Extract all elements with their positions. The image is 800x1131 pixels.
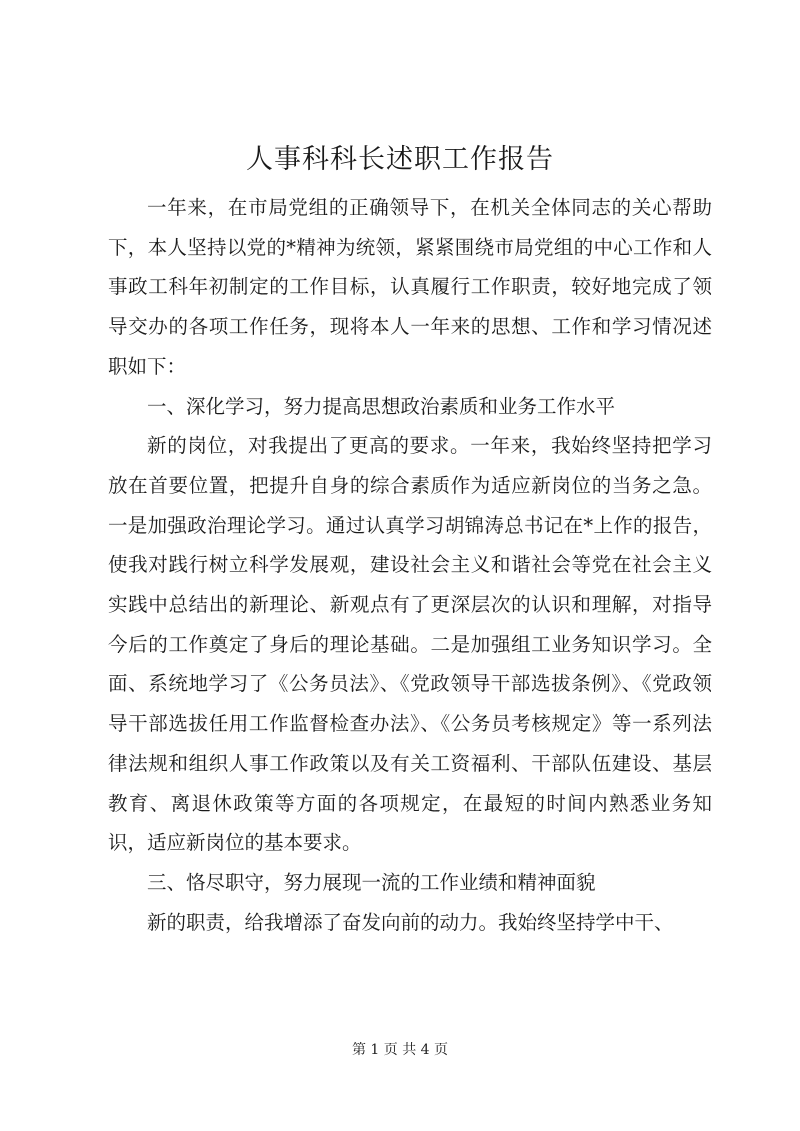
paragraph-section-3: 新的职责，给我增添了奋发向前的动力。我始终坚持学中干、 [147, 910, 674, 934]
document-title: 人事科科长述职工作报告 [246, 144, 554, 175]
section-heading-1: 一、深化学习，努力提高思想政治素质和业务工作水平 [147, 394, 616, 418]
document-body [108, 188, 712, 942]
section-heading-3: 三、恪尽职守，努力展现一流的工作业绩和精神面貌 [147, 870, 596, 894]
page-number-footer: 第 1 页 共 4 页 [351, 1042, 449, 1058]
paragraph-section-1: 新的岗位，对我提出了更高的要求。一年来，我始终坚持把学习放在首要位置，把提升自身的综合素质作为适应新岗位的当务之急。一是加强政治理论学习。通过认真学习胡锦涛总书记在*上作的报告，使我对践行树立科学发展观，建设社会主义和谐社会等党在社会主义实践中总结出的新理论、新观点有了更深层次的认识和理解，对指导今后的工作奠定了身后的理论基础。二是加强组工业务知识学习。全面、系统地学习了《公务员法》、《党政领导干部选拔条例》、《党政领导干部选拔任用工作监督检查办法》、《公务员考核规定》等一系列法律法规和组织人事工作政策以及有关工资福利、干部队伍建设、基层教育、离退休政策等方面的各项规定，在最短的时间内熟悉业务知识，适应新岗位的基本要求。 [108, 434, 712, 855]
paragraph-intro: 一年来，在市局党组的正确领导下，在机关全体同志的关心帮助下，本人坚持以党的*精神为统领，紧紧围绕市局党组的中心工作和人事政工科年初制定的工作目标，认真履行工作职责，较好地完成了领导交办的各项工作任务，现将本人一年来的思想、工作和学习情况述职如下： [108, 196, 712, 378]
